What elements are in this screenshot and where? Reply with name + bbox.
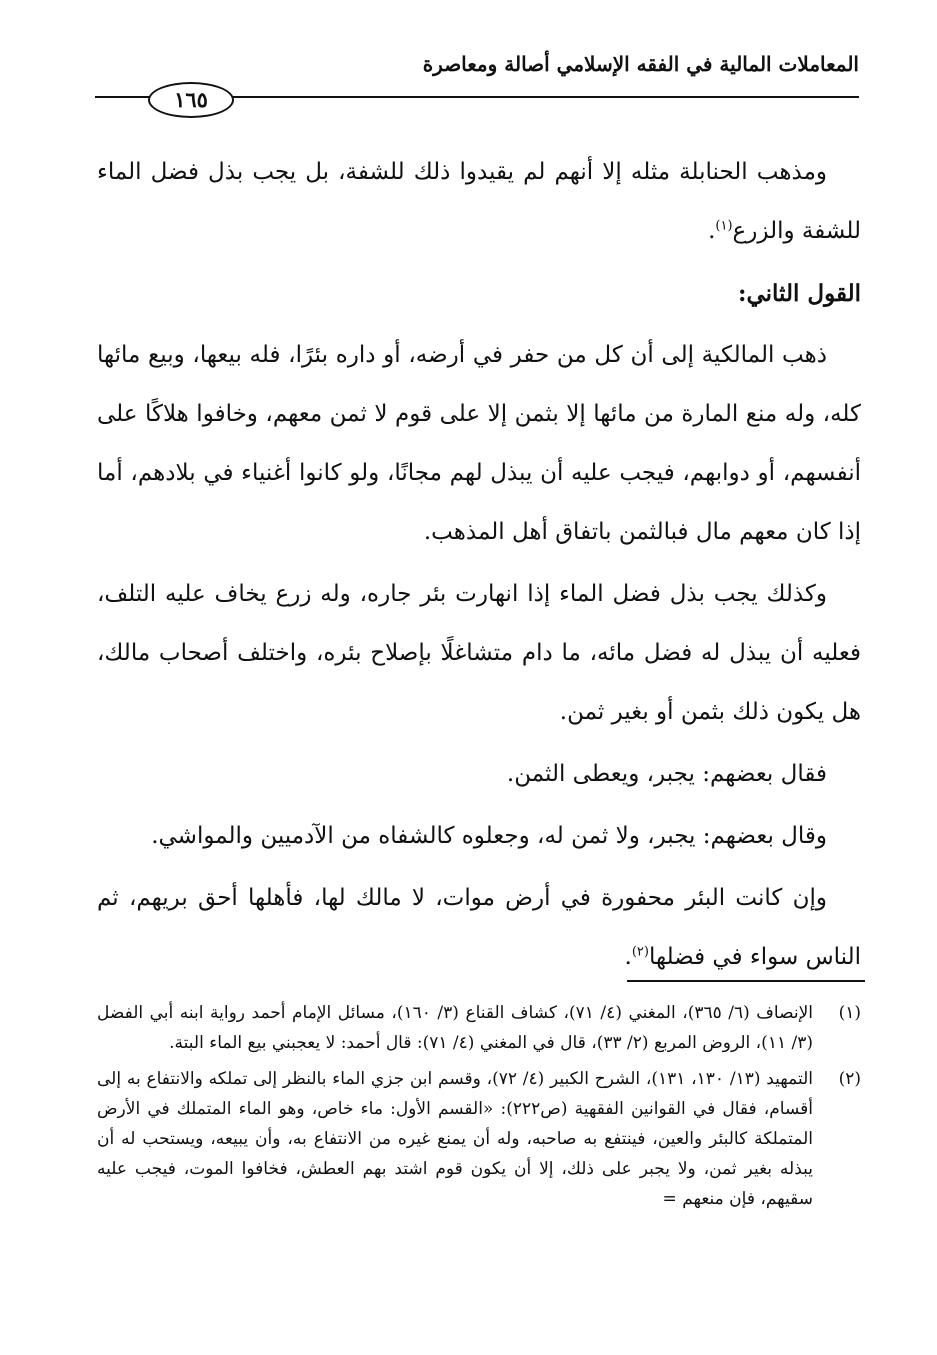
footnote-number: (١) bbox=[838, 1003, 861, 1023]
footnote-text: الإنصاف (٦/ ٣٦٥)، المغني (٤/ ٧١)، كشاف القناع (٣/ ١٦٠)، مسائل الإمام أحمد رواية ابنه أبي الفضل (٣/ ١١)، الروض المربع (٢/ ٣٣)، قال في المغني (٤/ ٧١): قال أحمد: لا يعجبني بيع الماء البتة. bbox=[97, 1003, 814, 1053]
section-heading: القول الثاني: bbox=[737, 280, 861, 307]
paragraph-end: . bbox=[708, 218, 716, 244]
footnote-2 bbox=[97, 1064, 861, 1214]
paragraph-collapsed-well: وكذلك يجب بذل فضل الماء إذا انهارت بئر جاره، وله زرع يخاف عليه التلف، فعليه أن يبذل له فضل مائه، ما دام متشاغلًا بإصلاح بئره، واختلف أصحاب مالك، هل يكون ذلك بثمن أو بغير ثمن. bbox=[97, 581, 861, 725]
paragraph-text: وإن كانت البئر محفورة في أرض موات، لا مالك لها، فأهلها أحق بريهم، ثم الناس سواء في فضلها bbox=[97, 885, 861, 970]
paragraph-opinion-no-price: وقال بعضهم: يجبر، ولا ثمن له، وجعلوه كالشفاه من الآدميين والمواشي. bbox=[151, 823, 827, 849]
paragraph-end: . bbox=[624, 944, 632, 970]
main-text bbox=[97, 143, 861, 990]
paragraph-malikiyya: ذهب المالكية إلى أن كل من حفر في أرضه، أو داره بئرًا، فله بيعها، وبيع مائها كله، وله منع المارة من مائها إلا بثمن إلا على قوم لا ثمن معهم، وخافوا هلاكًا على أنفسهم، أو دوابهم، فيجب عليه أن يبذل لهم مجانًا، ولو كانوا أغنياء في بلادهم، أما إذا كان معهم مال فبالثمن باتفاق أهل المذهب. bbox=[97, 342, 861, 545]
paragraph-hanabila bbox=[97, 143, 861, 261]
footnote-1 bbox=[97, 998, 861, 1058]
paragraph-dead-land bbox=[97, 869, 861, 987]
page-number: ١٦٥ bbox=[148, 82, 234, 118]
footnote-number: (٢) bbox=[838, 1069, 861, 1089]
footnote-rule bbox=[627, 980, 865, 982]
paragraph-opinion-price: فقال بعضهم: يجبر، ويعطى الثمن. bbox=[506, 761, 827, 787]
footnote-text: التمهيد (١٣/ ١٣٠، ١٣١)، الشرح الكبير (٤/ ٧٢)، وقسم ابن جزي الماء بالنظر إلى تملكه والانتفاع به إلى أقسام، فقال في القوانين الفقهية (ص٢٢٢): «القسم الأول: ماء خاص، وهو الماء المتملك في الأرض المتملكة كالبئر والعين، فينتفع به صاحبه، وله أن يمنع غيره من الانتفاع به، وأن يبيعه، ويستحب له أن يبذله بغير ثمن، ولا يجبر على ذلك، إلا أن يكون قوم اشتد بهم العطش، فخافوا الموت، فيجب عليه سقيهم، فإن منعهم = bbox=[97, 1069, 813, 1209]
running-title: المعاملات المالية في الفقه الإسلامي أصالة ومعاصرة bbox=[422, 52, 859, 76]
footnote-ref-2[interactable]: (٢) bbox=[631, 944, 649, 960]
paragraph-text: ومذهب الحنابلة مثله إلا أنهم لم يقيدوا ذلك للشفة، بل يجب بذل فضل الماء للشفة والزرع bbox=[97, 159, 861, 244]
footnote-ref-1[interactable]: (١) bbox=[715, 218, 733, 234]
footnotes bbox=[97, 998, 861, 1220]
